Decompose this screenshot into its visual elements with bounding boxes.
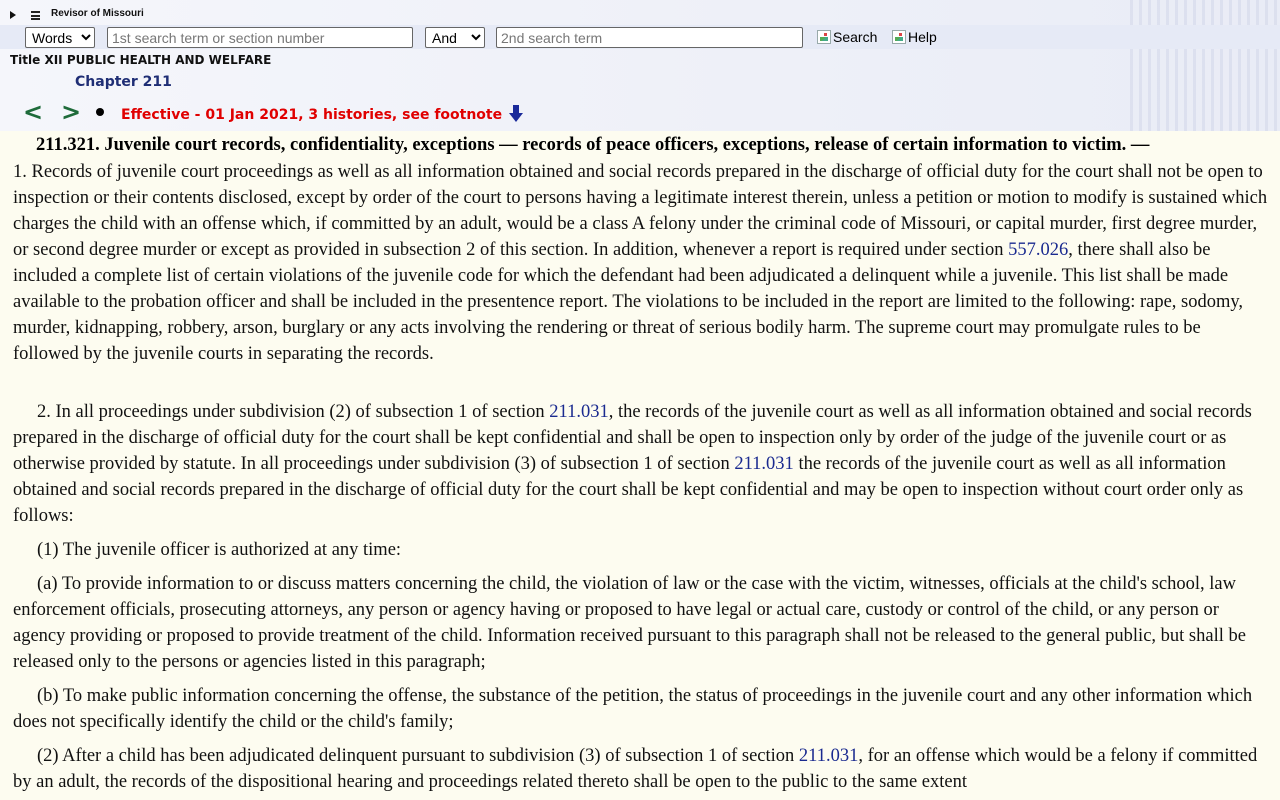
text-run: , for an offense which would be a felony if committed by an adult, the records of the dispositional hearing and proceedings related thereto shall be open to the public to the same extent bbox=[13, 746, 1258, 792]
search-bar bbox=[0, 25, 1280, 49]
effective-date-notice[interactable]: Effective - 01 Jan 2021, 3 histories, see footnote bbox=[121, 107, 503, 123]
search-button[interactable] bbox=[817, 29, 877, 45]
first-search-term-input[interactable] bbox=[107, 27, 413, 48]
text-run: 1. Records of juvenile court proceedings as well as all information obtained and social records prepared in the discharge of official duty for the court shall not be open to inspection or their contents disclosed, except by order of the court to persons having a legitimate interest therein, unless a petition or motion to modify is sustained which charges the child with an offense which, if committed by an adult, would be a class A felony under the criminal code of Missouri, or capital murder, first degree murder, or second degree murder or except as provided in subsection 2 of this section. In addition, whenever a report is required under section bbox=[13, 162, 1268, 260]
section-heading: 211.321. Juvenile court records, confidentiality, exceptions — records of peace officers, exceptions, release of certain information to victim. — bbox=[36, 135, 1150, 155]
title-heading[interactable]: Title XII PUBLIC HEALTH AND WELFARE bbox=[10, 53, 272, 67]
chapter-link[interactable]: Chapter 211 bbox=[75, 74, 172, 90]
menu-icon[interactable] bbox=[31, 11, 40, 20]
jump-to-footnote-arrow-icon[interactable] bbox=[509, 105, 523, 122]
section-link-211-031[interactable]: 211.031 bbox=[734, 454, 794, 474]
expand-triangle-icon[interactable] bbox=[10, 11, 16, 19]
text-run: (1) The juvenile officer is authorized at any time: bbox=[37, 540, 402, 560]
search-image-icon bbox=[817, 30, 831, 44]
help-button-label: Help bbox=[908, 29, 937, 45]
bullet-icon bbox=[96, 108, 104, 116]
text-run: (b) To make public information concerning the offense, the substance of the petition, the status of proceedings in the juvenile court and any other information which does not specifically identify the child or the child's family; bbox=[13, 686, 1253, 732]
search-button-label: Search bbox=[833, 29, 878, 45]
section-link-211-031[interactable]: 211.031 bbox=[549, 402, 609, 422]
text-run: (a) To provide information to or discuss matters concerning the child, the violation of law or the case with the victim, witnesses, officials at the child's school, law enforcement officials, prosecuting attorneys, any person or agency having or proposed to have legal or actual care, custody or control of the child, or any person or agency providing or proposed to provide treatment of the child. Information received pursuant to this paragraph shall not be released to the general public, but shall be released only to the persons or agencies listed in this paragraph; bbox=[13, 574, 1246, 672]
paragraph-b bbox=[13, 683, 1269, 735]
search-mode-select[interactable] bbox=[25, 27, 95, 48]
text-run: , there shall also be included a complete list of certain violations of the juvenile code for which the defendant had been adjudicated a delinquent while a juvenile. This list shall be made available to the probation officer and shall be included in the presentence report. The violations to be included in the report are limited to the following: rape, sodomy, murder, kidnapping, robbery, arson, burglary or any acts involving the rendering or threat of serious bodily harm. The supreme court may promulgate rules to be followed by the juvenile courts in separating the records. bbox=[13, 240, 1244, 364]
help-image-icon bbox=[892, 30, 906, 44]
paragraph-a bbox=[13, 571, 1269, 675]
header-decoration bbox=[1130, 0, 1280, 131]
site-name[interactable]: Revisor of Missouri bbox=[51, 8, 144, 19]
text-run: the records of the juvenile court as well as all information obtained and social records prepared in the discharge of official duty for the court shall be kept confidential and may be open to inspection without court order only as follows: bbox=[13, 454, 1244, 526]
previous-section-button[interactable]: < bbox=[23, 98, 44, 126]
paragraph-subdivision-1 bbox=[13, 537, 1269, 563]
paragraph-subsection-1 bbox=[13, 159, 1269, 367]
paragraph-subsection-2 bbox=[13, 399, 1269, 529]
text-run: , the records of the juvenile court as well as all information obtained and social records prepared in the discharge of official duty for the court shall be kept confidential and shall be open to inspection only by order of the judge of the juvenile court or as otherwise provided by statute. In all proceedings under subdivision (3) of subsection 1 of section bbox=[13, 402, 1252, 474]
search-connector-select[interactable] bbox=[425, 27, 485, 48]
help-button[interactable] bbox=[892, 29, 937, 45]
text-run: 2. In all proceedings under subdivision (2) of subsection 1 of section bbox=[37, 402, 550, 422]
text-run: (2) After a child has been adjudicated delinquent pursuant to subdivision (3) of subsection 1 of section bbox=[37, 746, 799, 766]
section-content bbox=[0, 131, 1280, 800]
paragraph-subdivision-2 bbox=[13, 743, 1269, 795]
header bbox=[0, 0, 1280, 131]
section-link-557-026[interactable]: 557.026 bbox=[1008, 240, 1069, 260]
section-link-211-031[interactable]: 211.031 bbox=[798, 746, 859, 766]
next-section-button[interactable]: > bbox=[61, 98, 82, 126]
second-search-term-input[interactable] bbox=[496, 27, 803, 48]
